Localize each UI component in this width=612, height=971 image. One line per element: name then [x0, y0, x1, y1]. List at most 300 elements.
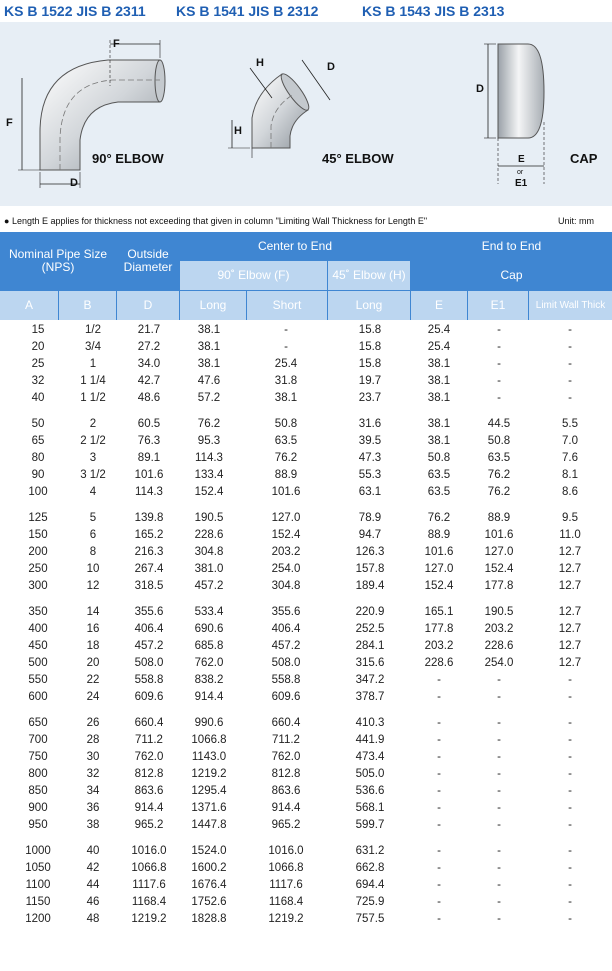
header-45-elbow: 45˚ Elbow (H) — [328, 261, 410, 290]
cell-outside-diameter: 139.8 — [134, 512, 164, 524]
cell-nps-a: 100 — [28, 486, 48, 498]
standard-title-elbow45: KS B 1541 JIS B 2312 — [176, 3, 319, 19]
cell-nps-a: 1100 — [25, 879, 51, 891]
cell-elbow90-long: 38.1 — [197, 358, 221, 370]
cell-elbow90-short: 1219.2 — [268, 913, 304, 925]
cell-elbow90-short: 304.8 — [271, 580, 301, 592]
cell-cap-e: 38.1 — [427, 418, 451, 430]
cell-cap-e: - — [437, 785, 441, 797]
cell-elbow90-short: 127.0 — [271, 512, 301, 524]
cap-drawing — [476, 44, 598, 189]
cell-nps-a: 1150 — [25, 896, 51, 908]
cell-cap-e: 177.8 — [424, 623, 454, 635]
cell-cap-e: - — [437, 819, 441, 831]
cell-elbow90-long: 838.2 — [194, 674, 224, 686]
cell-cap-e: - — [437, 913, 441, 925]
cell-elbow45-long: 15.8 — [358, 341, 382, 353]
cell-elbow90-long: 1752.6 — [191, 896, 227, 908]
cell-outside-diameter: 355.6 — [134, 606, 164, 618]
cell-elbow90-short: 508.0 — [271, 657, 301, 669]
cell-elbow90-short: 203.2 — [271, 546, 301, 558]
cell-nps-b: 6 — [89, 529, 97, 541]
cell-elbow45-long: 39.5 — [358, 435, 382, 447]
cell-nps-b: 22 — [86, 674, 100, 686]
cell-nps-a: 500 — [28, 657, 48, 669]
cell-cap-e: - — [437, 879, 441, 891]
cell-cap-e1: 50.8 — [487, 435, 511, 447]
cell-nps-b: 20 — [86, 657, 100, 669]
cell-elbow45-long: 189.4 — [355, 580, 385, 592]
cell-elbow90-short: 76.2 — [274, 452, 298, 464]
cell-cap-e1: 127.0 — [484, 546, 514, 558]
cell-elbow90-long: 533.4 — [194, 606, 224, 618]
cap-label: CAP — [570, 151, 598, 166]
cell-limit-wall-thick: - — [568, 717, 572, 729]
length-e-note-text: Length E applies for thickness not exceeding that given in column "Limiting Wall Thickness for Length E" — [11, 216, 428, 226]
cell-cap-e: 88.9 — [427, 529, 451, 541]
header-col-long-45: Long — [328, 291, 410, 320]
table-row — [0, 323, 612, 340]
header-center-to-end: Center to End — [257, 238, 333, 253]
cell-nps-a: 125 — [28, 512, 48, 524]
cell-cap-e1: - — [497, 734, 501, 746]
cell-outside-diameter: 27.2 — [137, 341, 161, 353]
cell-elbow90-long: 1295.4 — [191, 785, 227, 797]
cell-elbow90-long: 76.2 — [197, 418, 221, 430]
cell-cap-e: - — [437, 896, 441, 908]
table-row — [0, 340, 612, 357]
cell-elbow90-long: 190.5 — [194, 512, 224, 524]
cell-elbow45-long: 505.0 — [355, 768, 385, 780]
cell-nps-b: 48 — [86, 913, 100, 925]
cell-nps-b: 44 — [86, 879, 100, 891]
cell-outside-diameter: 267.4 — [134, 563, 164, 575]
cell-cap-e: - — [437, 691, 441, 703]
cell-cap-e1: 152.4 — [484, 563, 514, 575]
table-row — [0, 690, 612, 707]
cell-cap-e: 76.2 — [427, 512, 451, 524]
cell-nps-a: 80 — [31, 452, 45, 464]
cell-nps-b: 24 — [86, 691, 100, 703]
cell-nps-b: 42 — [86, 862, 100, 874]
table-row — [0, 750, 612, 767]
cell-cap-e: - — [437, 734, 441, 746]
cell-nps-a: 32 — [31, 375, 45, 387]
header-nominal-pipe-size: Nominal Pipe Size (NPS) — [8, 247, 108, 274]
cell-limit-wall-thick: 5.5 — [562, 418, 578, 430]
cell-cap-e1: - — [497, 785, 501, 797]
cell-cap-e: - — [437, 862, 441, 874]
cell-nps-a: 20 — [31, 341, 45, 353]
cell-elbow90-long: 1828.8 — [191, 913, 227, 925]
cell-nps-b: 46 — [86, 896, 100, 908]
cell-nps-b: 18 — [86, 640, 100, 652]
cell-limit-wall-thick: 12.7 — [558, 606, 582, 618]
cell-outside-diameter: 558.8 — [134, 674, 164, 686]
elbow-90-dim-f-side: F — [6, 117, 13, 129]
cell-cap-e: 228.6 — [424, 657, 454, 669]
table-row — [0, 579, 612, 596]
table-row — [0, 784, 612, 801]
cell-outside-diameter: 114.3 — [135, 486, 163, 498]
cell-outside-diameter: 914.4 — [134, 802, 164, 814]
cell-elbow90-short: 609.6 — [271, 691, 301, 703]
cell-nps-a: 90 — [31, 469, 45, 481]
cell-elbow45-long: 15.8 — [358, 358, 382, 370]
cell-outside-diameter: 965.2 — [134, 819, 164, 831]
cell-elbow90-short: 1016.0 — [268, 845, 304, 857]
cell-elbow90-long: 38.1 — [197, 341, 221, 353]
cell-outside-diameter: 101.6 — [134, 469, 164, 481]
cell-limit-wall-thick: - — [568, 751, 572, 763]
cell-nps-a: 15 — [31, 324, 45, 336]
cell-nps-b: 8 — [89, 546, 97, 558]
table-row — [0, 528, 612, 545]
cell-nps-a: 1200 — [25, 913, 51, 925]
cell-elbow90-long: 1219.2 — [191, 768, 227, 780]
elbow-45-dim-d: D — [327, 61, 335, 73]
cell-cap-e: - — [437, 768, 441, 780]
table-row — [0, 639, 612, 656]
cell-nps-a: 25 — [31, 358, 45, 370]
cell-elbow90-long: 304.8 — [194, 546, 224, 558]
cell-elbow90-short: 63.5 — [274, 435, 298, 447]
cell-outside-diameter: 21.7 — [137, 324, 161, 336]
cell-cap-e1: - — [497, 845, 501, 857]
cell-nps-a: 800 — [28, 768, 48, 780]
cell-limit-wall-thick: 12.7 — [558, 546, 582, 558]
fittings-diagram-panel — [0, 22, 612, 206]
cell-outside-diameter: 406.4 — [134, 623, 164, 635]
cell-elbow45-long: 31.6 — [358, 418, 382, 430]
cell-cap-e: 50.8 — [427, 452, 451, 464]
cell-cap-e1: - — [497, 819, 501, 831]
cell-nps-a: 150 — [28, 529, 48, 541]
cell-outside-diameter: 48.6 — [137, 392, 161, 404]
header-col-e: E — [411, 291, 467, 320]
table-row — [0, 622, 612, 639]
cell-elbow90-long: 57.2 — [197, 392, 221, 404]
cell-cap-e: 63.5 — [427, 469, 451, 481]
cell-cap-e1: - — [497, 802, 501, 814]
cell-nps-b: 14 — [86, 606, 100, 618]
cell-cap-e: 38.1 — [427, 375, 451, 387]
cell-elbow90-short: 812.8 — [271, 768, 301, 780]
cell-cap-e1: - — [497, 717, 501, 729]
cell-nps-a: 1050 — [25, 862, 51, 874]
cell-elbow90-long: 690.6 — [194, 623, 224, 635]
header-col-b: B — [59, 291, 116, 320]
cell-limit-wall-thick: - — [568, 734, 572, 746]
cell-cap-e1: - — [497, 392, 501, 404]
cell-nps-a: 650 — [28, 717, 48, 729]
cell-limit-wall-thick: - — [568, 324, 572, 336]
cell-elbow45-long: 284.1 — [355, 640, 385, 652]
cell-cap-e1: - — [497, 341, 501, 353]
table-row — [0, 545, 612, 562]
table-row — [0, 485, 612, 502]
cell-elbow45-long: 94.7 — [358, 529, 382, 541]
cell-nps-b: 4 — [89, 486, 97, 498]
cell-nps-b: 3 1/2 — [80, 469, 106, 481]
table-header — [0, 232, 612, 320]
cell-limit-wall-thick: 8.6 — [562, 486, 578, 498]
table-row — [0, 844, 612, 861]
header-col-long: Long — [180, 291, 246, 320]
unit-label: Unit: mm — [558, 216, 594, 226]
header-col-a: A — [0, 291, 58, 320]
cell-elbow45-long: 126.3 — [355, 546, 385, 558]
cell-elbow90-long: 228.6 — [194, 529, 224, 541]
cell-nps-b: 12 — [86, 580, 100, 592]
cell-outside-diameter: 711.2 — [135, 734, 163, 746]
cell-outside-diameter: 1168.4 — [131, 896, 167, 908]
cell-nps-a: 1000 — [25, 845, 51, 857]
cell-limit-wall-thick: - — [568, 802, 572, 814]
cell-outside-diameter: 508.0 — [134, 657, 164, 669]
cell-cap-e1: 88.9 — [487, 512, 511, 524]
cell-cap-e1: 177.8 — [484, 580, 514, 592]
cell-nps-a: 200 — [28, 546, 48, 558]
cell-limit-wall-thick: - — [568, 674, 572, 686]
cell-elbow90-short: 88.9 — [274, 469, 298, 481]
cell-nps-b: 1 — [89, 358, 97, 370]
cell-outside-diameter: 318.5 — [134, 580, 164, 592]
cell-limit-wall-thick: 12.7 — [558, 563, 582, 575]
cell-nps-a: 700 — [28, 734, 48, 746]
cell-elbow45-long: 252.5 — [355, 623, 385, 635]
cell-nps-a: 750 — [28, 751, 48, 763]
cell-nps-a: 950 — [28, 819, 48, 831]
cell-nps-b: 16 — [86, 623, 100, 635]
cell-nps-a: 50 — [31, 418, 45, 430]
cell-elbow45-long: 410.3 — [355, 717, 385, 729]
cell-cap-e1: 76.2 — [487, 486, 511, 498]
cell-nps-b: 26 — [86, 717, 100, 729]
elbow-90-dim-f-top: F — [113, 38, 120, 50]
cell-elbow90-long: 1143.0 — [191, 751, 227, 763]
table-row — [0, 895, 612, 912]
cell-outside-diameter: 165.2 — [134, 529, 164, 541]
cell-elbow90-short: 406.4 — [271, 623, 301, 635]
elbow-90-dim-d: D — [70, 177, 78, 189]
cell-cap-e1: 228.6 — [484, 640, 514, 652]
cell-cap-e: 38.1 — [427, 358, 451, 370]
cell-outside-diameter: 76.3 — [137, 435, 161, 447]
cell-cap-e1: 63.5 — [487, 452, 511, 464]
cell-cap-e1: - — [497, 751, 501, 763]
cell-nps-b: 38 — [86, 819, 100, 831]
cell-limit-wall-thick: 11.0 — [559, 529, 581, 541]
cell-elbow90-short: 25.4 — [274, 358, 298, 370]
table-row — [0, 468, 612, 485]
table-row — [0, 801, 612, 818]
cell-nps-a: 300 — [28, 580, 48, 592]
cell-elbow90-long: 133.4 — [194, 469, 224, 481]
table-row — [0, 767, 612, 784]
cell-nps-b: 2 — [89, 418, 97, 430]
cell-limit-wall-thick: - — [568, 913, 572, 925]
cell-elbow90-short: 457.2 — [271, 640, 301, 652]
cell-elbow90-short: 31.8 — [274, 375, 298, 387]
cell-nps-b: 28 — [86, 734, 100, 746]
cell-cap-e1: - — [497, 768, 501, 780]
cell-outside-diameter: 762.0 — [134, 751, 164, 763]
cell-cap-e: 25.4 — [427, 324, 451, 336]
cell-elbow90-long: 114.3 — [195, 452, 223, 464]
cell-cap-e: - — [437, 674, 441, 686]
cell-outside-diameter: 1066.8 — [131, 862, 167, 874]
cell-elbow90-short: 101.6 — [271, 486, 301, 498]
cell-elbow90-long: 47.6 — [197, 375, 221, 387]
cell-nps-a: 900 — [28, 802, 48, 814]
cell-elbow45-long: 63.1 — [358, 486, 382, 498]
cell-limit-wall-thick: - — [568, 862, 572, 874]
cell-outside-diameter: 1219.2 — [131, 913, 167, 925]
cell-cap-e1: - — [497, 913, 501, 925]
cell-elbow90-long: 1600.2 — [191, 862, 227, 874]
cell-elbow90-long: 762.0 — [194, 657, 224, 669]
cell-outside-diameter: 660.4 — [134, 717, 164, 729]
cell-cap-e: 165.1 — [424, 606, 454, 618]
cell-outside-diameter: 1016.0 — [131, 845, 167, 857]
cell-outside-diameter: 89.1 — [137, 452, 161, 464]
cell-cap-e1: - — [497, 862, 501, 874]
cell-elbow90-long: 1447.8 — [191, 819, 227, 831]
cell-limit-wall-thick: 9.5 — [562, 512, 578, 524]
header-col-short: Short — [247, 291, 327, 320]
standard-title-cap: KS B 1543 JIS B 2313 — [362, 3, 505, 19]
cell-elbow90-short: - — [284, 341, 288, 353]
cell-nps-b: 10 — [86, 563, 100, 575]
cell-nps-b: 3/4 — [85, 341, 101, 353]
cell-elbow45-long: 473.4 — [355, 751, 385, 763]
cell-elbow90-short: 152.4 — [271, 529, 301, 541]
cell-nps-a: 250 — [28, 563, 48, 575]
cell-cap-e1: 190.5 — [484, 606, 514, 618]
cell-elbow45-long: 157.8 — [355, 563, 385, 575]
cell-cap-e1: - — [497, 358, 501, 370]
cell-limit-wall-thick: - — [568, 358, 572, 370]
standards-title-bar — [0, 0, 612, 22]
cell-nps-b: 1 1/2 — [80, 392, 106, 404]
cell-elbow90-long: 152.4 — [194, 486, 224, 498]
header-col-e1: E1 — [468, 291, 528, 320]
header-col-d: D — [117, 291, 179, 320]
cell-nps-b: 2 1/2 — [80, 435, 106, 447]
cell-elbow90-long: 685.8 — [194, 640, 224, 652]
cell-nps-a: 65 — [31, 435, 45, 447]
cell-elbow45-long: 441.9 — [355, 734, 385, 746]
elbow-90-drawing — [6, 38, 165, 189]
cell-limit-wall-thick: - — [568, 896, 572, 908]
cell-nps-a: 550 — [28, 674, 48, 686]
cell-limit-wall-thick: 12.7 — [558, 623, 582, 635]
table-row — [0, 417, 612, 434]
cell-nps-a: 400 — [28, 623, 48, 635]
table-row — [0, 656, 612, 673]
table-row — [0, 511, 612, 528]
cell-elbow90-short: 914.4 — [271, 802, 301, 814]
cap-dim-e1: E1 — [515, 178, 528, 189]
cell-elbow90-short: 1117.6 — [269, 879, 303, 891]
cell-outside-diameter: 60.5 — [137, 418, 161, 430]
cell-elbow90-long: 457.2 — [194, 580, 224, 592]
cell-cap-e: 38.1 — [427, 392, 451, 404]
cell-elbow45-long: 694.4 — [355, 879, 385, 891]
cell-elbow90-long: 38.1 — [197, 324, 221, 336]
cell-limit-wall-thick: 7.0 — [562, 435, 578, 447]
cell-elbow45-long: 220.9 — [355, 606, 385, 618]
cell-limit-wall-thick: - — [568, 785, 572, 797]
elbow-45-dim-h-top: H — [256, 57, 264, 69]
cell-elbow90-short: 38.1 — [274, 392, 298, 404]
cell-cap-e1: - — [497, 375, 501, 387]
cell-elbow45-long: 378.7 — [355, 691, 385, 703]
cell-outside-diameter: 42.7 — [137, 375, 161, 387]
cell-cap-e: - — [437, 802, 441, 814]
cell-elbow90-short: 1168.4 — [268, 896, 304, 908]
table-row — [0, 818, 612, 835]
cell-cap-e1: 101.6 — [484, 529, 514, 541]
cell-elbow90-short: 711.2 — [272, 734, 300, 746]
cell-elbow90-short: 660.4 — [271, 717, 301, 729]
cell-limit-wall-thick: - — [568, 691, 572, 703]
cell-limit-wall-thick: 12.7 — [558, 580, 582, 592]
cell-elbow90-short: 762.0 — [271, 751, 301, 763]
cell-nps-a: 40 — [31, 392, 45, 404]
cell-elbow45-long: 568.1 — [355, 802, 385, 814]
cell-cap-e: 101.6 — [424, 546, 454, 558]
cell-elbow45-long: 19.7 — [358, 375, 382, 387]
cell-cap-e: 152.4 — [424, 580, 454, 592]
cell-outside-diameter: 609.6 — [134, 691, 164, 703]
cell-elbow90-short: - — [284, 324, 288, 336]
cell-limit-wall-thick: - — [568, 819, 572, 831]
cell-elbow90-short: 1066.8 — [268, 862, 304, 874]
cell-nps-b: 30 — [86, 751, 100, 763]
table-row — [0, 374, 612, 391]
cell-nps-b: 1 1/4 — [80, 375, 106, 387]
length-e-note: ● Length E applies for thickness not exceeding that given in column "Limiting Wall Thickness for Length E" — [4, 216, 428, 226]
cell-cap-e: 203.2 — [424, 640, 454, 652]
elbow-45-label: 45° ELBOW — [322, 151, 394, 166]
cell-elbow45-long: 315.6 — [355, 657, 385, 669]
cell-nps-b: 40 — [86, 845, 100, 857]
elbow-45-drawing — [228, 57, 394, 166]
cell-cap-e: 127.0 — [424, 563, 454, 575]
cell-cap-e: 25.4 — [427, 341, 451, 353]
table-row — [0, 391, 612, 408]
table-row — [0, 878, 612, 895]
table-row — [0, 605, 612, 622]
cell-elbow90-long: 1524.0 — [191, 845, 227, 857]
cell-elbow45-long: 47.3 — [358, 452, 382, 464]
cell-cap-e1: 76.2 — [487, 469, 511, 481]
elbow-45-dim-h-side: H — [234, 125, 242, 137]
cap-dim-d: D — [476, 83, 484, 95]
fittings-diagram — [0, 22, 612, 206]
cell-elbow45-long: 347.2 — [355, 674, 385, 686]
cap-dim-e: E — [518, 154, 525, 165]
cell-outside-diameter: 457.2 — [134, 640, 164, 652]
cell-elbow45-long: 599.7 — [355, 819, 385, 831]
header-cap: Cap — [500, 268, 523, 282]
cell-elbow45-long: 78.9 — [358, 512, 382, 524]
cell-cap-e1: - — [497, 896, 501, 908]
cell-nps-b: 32 — [86, 768, 100, 780]
cell-nps-a: 850 — [28, 785, 48, 797]
